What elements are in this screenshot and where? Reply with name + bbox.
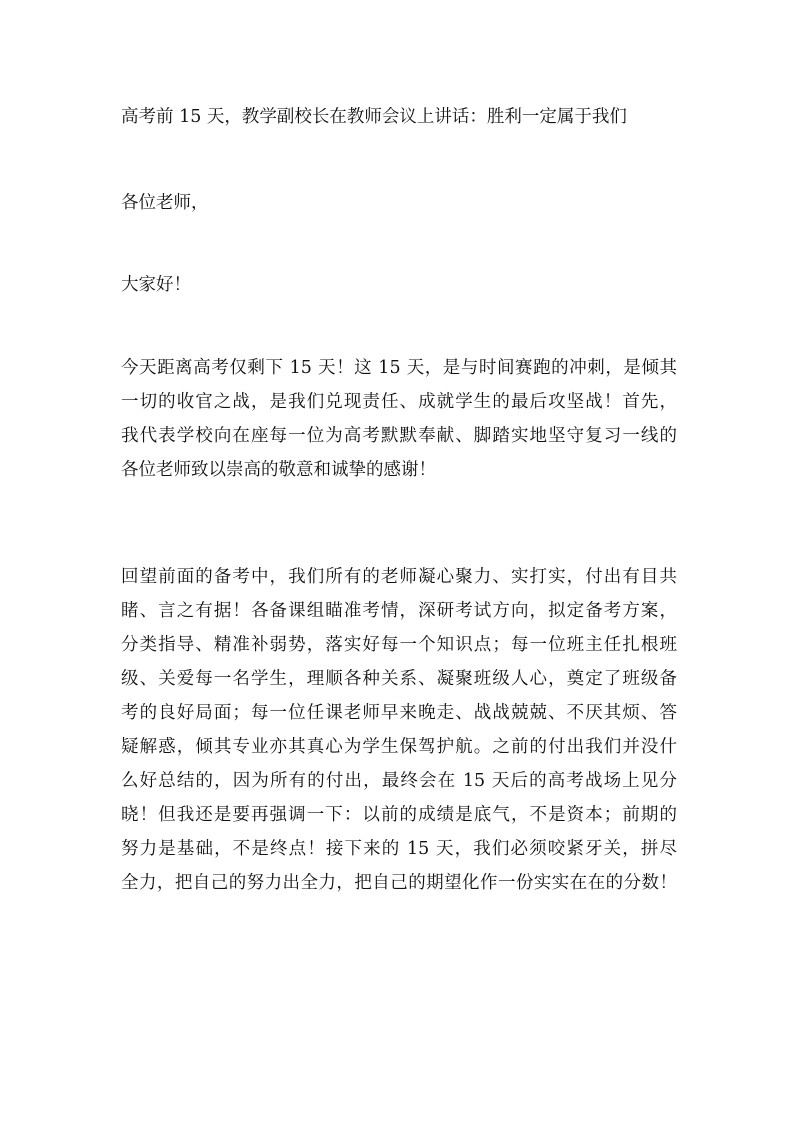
paragraph-line: 今天距离高考仅剩下 15 天！这 15 天，是与时间赛跑的冲刺，是倾其 <box>121 358 677 378</box>
paragraph-line: 分类指导、精准补弱势，落实好每一个知识点；每一位班主任扎根班 <box>121 635 677 655</box>
paragraph-line: 我代表学校向在座每一位为高考默默奉献、脚踏实地坚守复习一线的 <box>121 426 677 446</box>
paragraph-line: 晓！但我还是要再强调一下：以前的成绩是底气，不是资本；前期的 <box>121 805 677 825</box>
page-title: 高考前 15 天，教学副校长在教师会议上讲话：胜利一定属于我们 <box>121 107 627 127</box>
paragraph-line: 努力是基础，不是终点！接下来的 15 天，我们必须咬紧牙关，拼尽 <box>121 839 677 859</box>
paragraph-line: 一切的收官之战，是我们兑现责任、成就学生的最后攻坚战！首先， <box>121 392 677 412</box>
paragraph-line: 全力，把自己的努力出全力，把自己的期望化作一份实实在在的分数！ <box>121 873 677 893</box>
paragraph-line: 么好总结的，因为所有的付出，最终会在 15 天后的高考战场上见分 <box>121 771 677 791</box>
paragraph-line: 级、关爱每一名学生，理顺各种关系、凝聚班级人心，奠定了班级备 <box>121 669 677 689</box>
paragraph-2 <box>121 560 677 900</box>
greeting-salutation: 各位老师， <box>121 193 209 213</box>
paragraph-line: 回望前面的备考中，我们所有的老师凝心聚力、实打实，付出有目共 <box>121 567 677 587</box>
paragraph-line: 疑解惑，倾其专业亦其真心为学生保驾护航。之前的付出我们并没什 <box>121 737 677 757</box>
paragraph-line: 各位老师致以崇高的敬意和诚挚的感谢！ <box>121 460 436 480</box>
greeting-hello: 大家好！ <box>121 275 191 295</box>
paragraph-line: 睹、言之有据！各备课组瞄准考情，深研考试方向，拟定备考方案， <box>121 601 677 621</box>
paragraph-line: 考的良好局面；每一位任课老师早来晚走、战战兢兢、不厌其烦、答 <box>121 703 677 723</box>
paragraph-1 <box>121 351 677 487</box>
